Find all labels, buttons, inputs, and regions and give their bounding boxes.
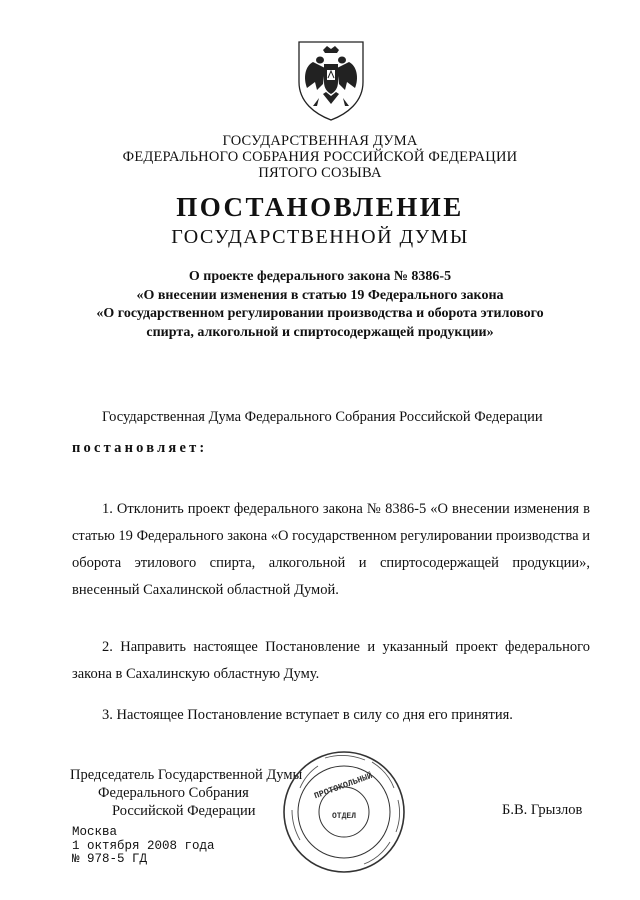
subject-line-1: О проекте федерального закона № 8386-5 xyxy=(188,269,452,284)
footer-number: № 978-5 ГД xyxy=(72,852,148,866)
item-1-paragraph: 1. Отклонить проект федерального закона № 8386-5 «О внесении изменения в статью 19 Федерального закона «О государственном регулировании производства и оборота этилового спирта, алкогольной и спиртосодержащей продукции», внесенный Сахалинской областной Думой. xyxy=(72,501,590,598)
item-3-paragraph: 3. Настоящее Постановление вступает в силу со дня его принятия. xyxy=(102,707,513,723)
signatory-line-1: Председатель Государственной Думы xyxy=(70,767,303,783)
footer-date: 1 октября 2008 года xyxy=(72,838,215,853)
decree-word: постановляет: xyxy=(72,440,208,456)
item-2-paragraph: 2. Направить настоящее Постановление и указанный проект федерального закона в Сахалинскую областную Думу. xyxy=(72,639,590,682)
issuer-line-2: ФЕДЕРАЛЬНОГО СОБРАНИЯ РОССИЙСКОЙ ФЕДЕРАЦИИ xyxy=(122,149,518,165)
signatory-line-3: Российской Федерации xyxy=(112,803,256,819)
subject-line-4: спирта, алкогольной и спиртосодержащей продукции» xyxy=(146,324,494,340)
issuer-line-3: ПЯТОГО СОЗЫВА xyxy=(258,165,382,181)
subject-line-3: «О государственном регулировании производства и оборота этилового xyxy=(96,306,544,321)
issuer-line-1: ГОСУДАРСТВЕННАЯ ДУМА xyxy=(222,133,418,149)
official-stamp xyxy=(280,748,408,876)
footer-block xyxy=(72,826,215,867)
signatory-title xyxy=(70,766,302,820)
signatory-name: Б.В. Грызлов xyxy=(502,802,583,818)
stamp-text-center: ОТДЕЛ xyxy=(331,812,357,821)
subject-block xyxy=(0,268,640,342)
subject-line-2: «О внесении изменения в статью 19 Федерального закона xyxy=(136,287,504,303)
document-title: ПОСТАНОВЛЕНИЕ xyxy=(176,192,464,222)
coat-of-arms-emblem xyxy=(293,38,369,122)
intro-paragraph: Государственная Дума Федерального Собрания Российской Федерации xyxy=(102,409,543,425)
stamp-text-top: ПРОТОКОЛЬНЫЙ xyxy=(312,770,374,802)
footer-city: Москва xyxy=(72,825,118,839)
signatory-line-2: Федерального Собрания xyxy=(98,785,249,801)
document-subtitle: ГОСУДАРСТВЕННОЙ ДУМЫ xyxy=(171,226,469,248)
